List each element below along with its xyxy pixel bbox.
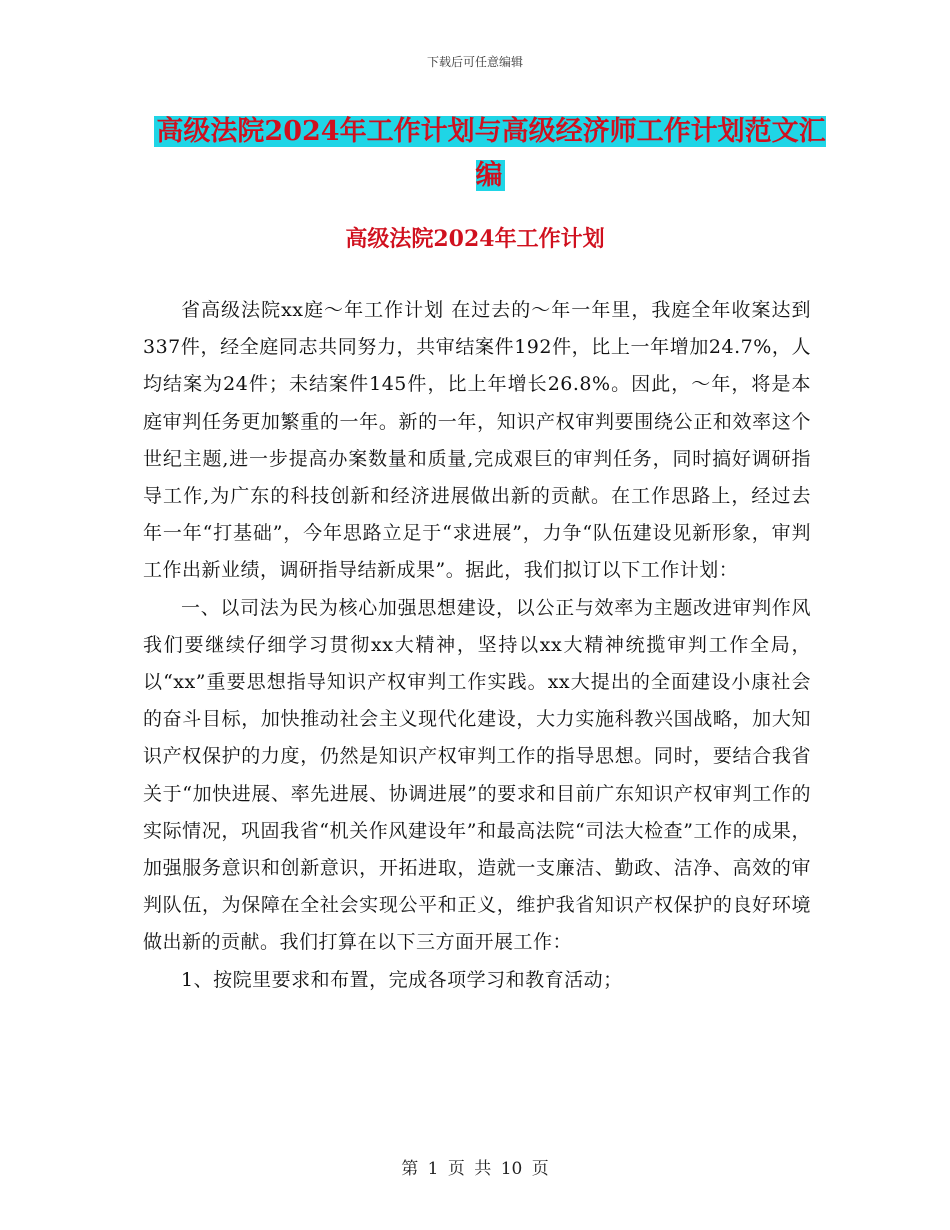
body-text bbox=[143, 292, 811, 999]
section-title: 高级法院2024年工作计划 bbox=[345, 226, 605, 252]
document-title bbox=[140, 110, 840, 198]
paragraph: 省高级法院xx庭～年工作计划 在过去的～年一年里，我庭全年收案达到337件，经全庭同志共同努力，共审结案件192件，比上一年增加24.7%，人均结案为24件；未结案件145件，比上年增长26.8%。因此，～年，将是本庭审判任务更加繁重的一年。新的一年，知识产权审判要围绕公正和效率这个世纪主题,进一步提高办案数量和质量,完成艰巨的审判任务，同时搞好调研指导工作,为广东的科技创新和经济进展做出新的贡献。在工作思路上，经过去年一年“打基础”，今年思路立足于“求进展”，力争“队伍建设见新形象，审判工作出新业绩，调研指导结新成果”。据此，我们拟订以下工作计划： bbox=[143, 299, 811, 582]
document-title-text: 高级法院2024年工作计划与高级经济师工作计划范文汇编 bbox=[156, 116, 826, 191]
page-footer: 第 1 页 共 10 页 bbox=[401, 1159, 549, 1179]
paragraph: 一、以司法为民为核心加强思想建设，以公正与效率为主题改进审判作风 我们要继续仔细学习贯彻xx大精神，坚持以xx大精神统揽审判工作全局，以“xx”重要思想指导知识产权审判工作实践。xx大提出的全面建设小康社会的奋斗目标，加快推动社会主义现代化建设，大力实施科教兴国战略，加大知识产权保护的力度，仍然是知识产权审判工作的指导思想。同时，要结合我省关于“加快进展、率先进展、协调进展”的要求和目前广东知识产权审判工作的实际情况，巩固我省“机关作风建设年”和最高法院“司法大检查”工作的成果，加强服务意识和创新意识，开拓进取，造就一支廉洁、勤政、洁净、高效的审判队伍，为保障在全社会实现公平和正义，维护我省知识产权保护的良好环境做出新的贡献。我们打算在以下三方面开展工作： bbox=[143, 596, 811, 954]
paragraph: 1、按院里要求和布置，完成各项学习和教育活动； bbox=[181, 968, 623, 991]
header-note: 下载后可任意编辑 bbox=[426, 55, 523, 69]
